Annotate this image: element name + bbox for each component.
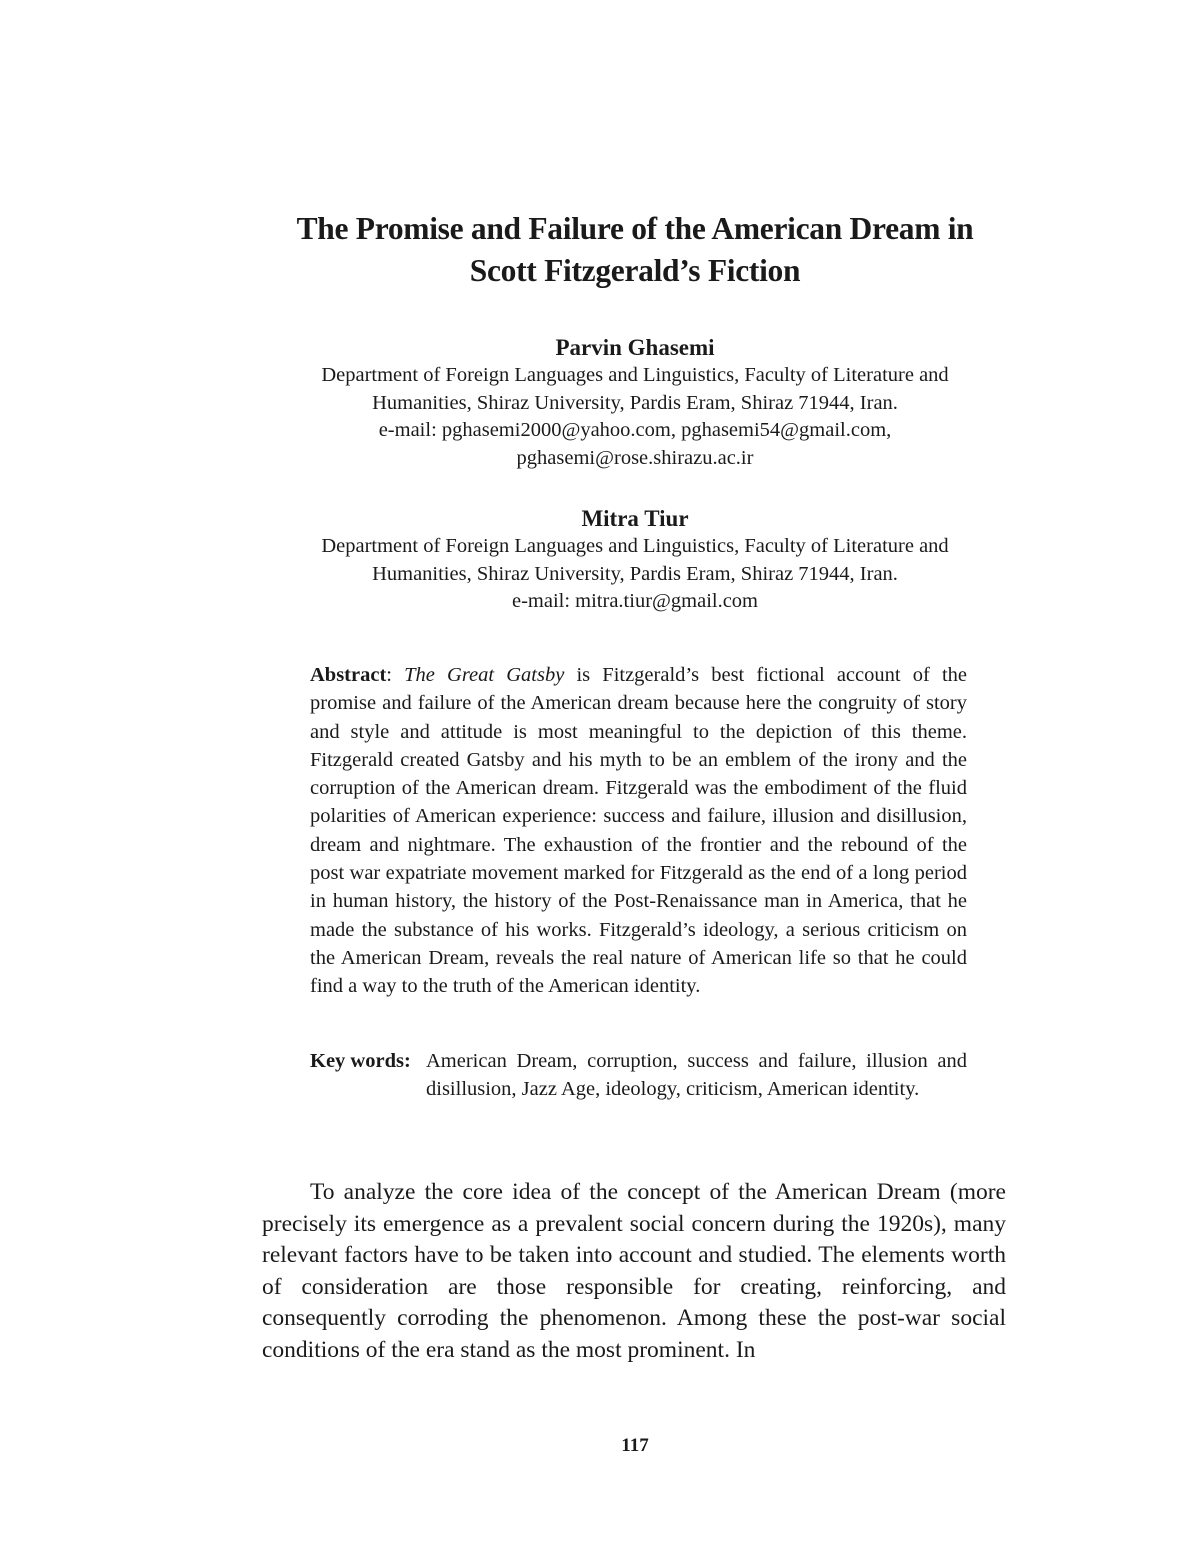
title-line-1: The Promise and Failure of the American Dream in [296, 211, 974, 246]
affiliation-line: Humanities, Shiraz University, Pardis Eram, Shiraz 71944, Iran. [372, 562, 898, 585]
keywords-separator: : [403, 1050, 411, 1072]
title-line-2: Scott Fitzgerald’s Fiction [469, 253, 801, 288]
abstract-separator: : [386, 664, 405, 686]
author-name: Parvin Ghasemi [555, 335, 715, 360]
affiliation-line: Department of Foreign Languages and Linguistics, Faculty of Literature and [321, 364, 949, 386]
paper-title [0, 208, 1200, 292]
author-email: e-mail: mitra.tiur@gmail.com [511, 590, 759, 612]
abstract-book-title: The Great Gatsby [404, 664, 565, 686]
abstract [310, 661, 967, 1001]
author-email: pghasemi@rose.shirazu.ac.ir [516, 446, 754, 469]
affiliation-line: Department of Foreign Languages and Linguistics, Faculty of Literature and [321, 535, 949, 557]
author-block-2 [0, 505, 1200, 616]
author-affiliation [0, 362, 1200, 472]
abstract-label: Abstract [310, 664, 387, 686]
keywords-text: American Dream, corruption, success and failure, illusion and disillusion, Jazz Age, ideology, criticism, American identity. [426, 1050, 967, 1101]
affiliation-line: Humanities, Shiraz University, Pardis Eram, Shiraz 71944, Iran. [372, 391, 898, 414]
keywords-label-group [310, 1047, 426, 1104]
author-affiliation [0, 533, 1200, 616]
author-block-1 [0, 334, 1200, 472]
author-name: Mitra Tiur [581, 506, 689, 531]
abstract-text: is Fitzgerald’s best fictional account of the promise and failure of the American dream because here the congruity of story and style and attitude is most meaningful to the depiction of this theme. Fitzgerald created Gatsby and his myth to be an emblem of the irony and the corruption of the American dream. Fitzgerald was the embodiment of the fluid polarities of American experience: success and failure, illusion and disillusion, dream and nightmare. The exhaustion of the frontier and the rebound of the post war expatriate movement marked for Fitzgerald as the end of a long period in human history, the history of the Post-Renaissance man in America, that he made the substance of his works. Fitzgerald’s ideology, a serious criticism on the American Dream, reveals the real nature of American life so that he could find a way to the truth of the American identity. [310, 664, 967, 998]
page-number: 117 [621, 1435, 649, 1456]
keywords [310, 1047, 967, 1104]
keywords-label: Key words [310, 1050, 404, 1072]
body-paragraph: To analyze the core idea of the concept of the American Dream (more precisely its emergence as a prevalent social concern during the 1920s), many relevant factors have to be taken into account and studied. The elements worth of consideration are those responsible for creating, reinforcing, and consequently corroding the phenomenon. Among these the post-war social conditions of the era stand as the most prominent. In [262, 1179, 1006, 1363]
author-email: e-mail: pghasemi2000@yahoo.com, pghasemi54@gmail.com, [378, 419, 892, 441]
